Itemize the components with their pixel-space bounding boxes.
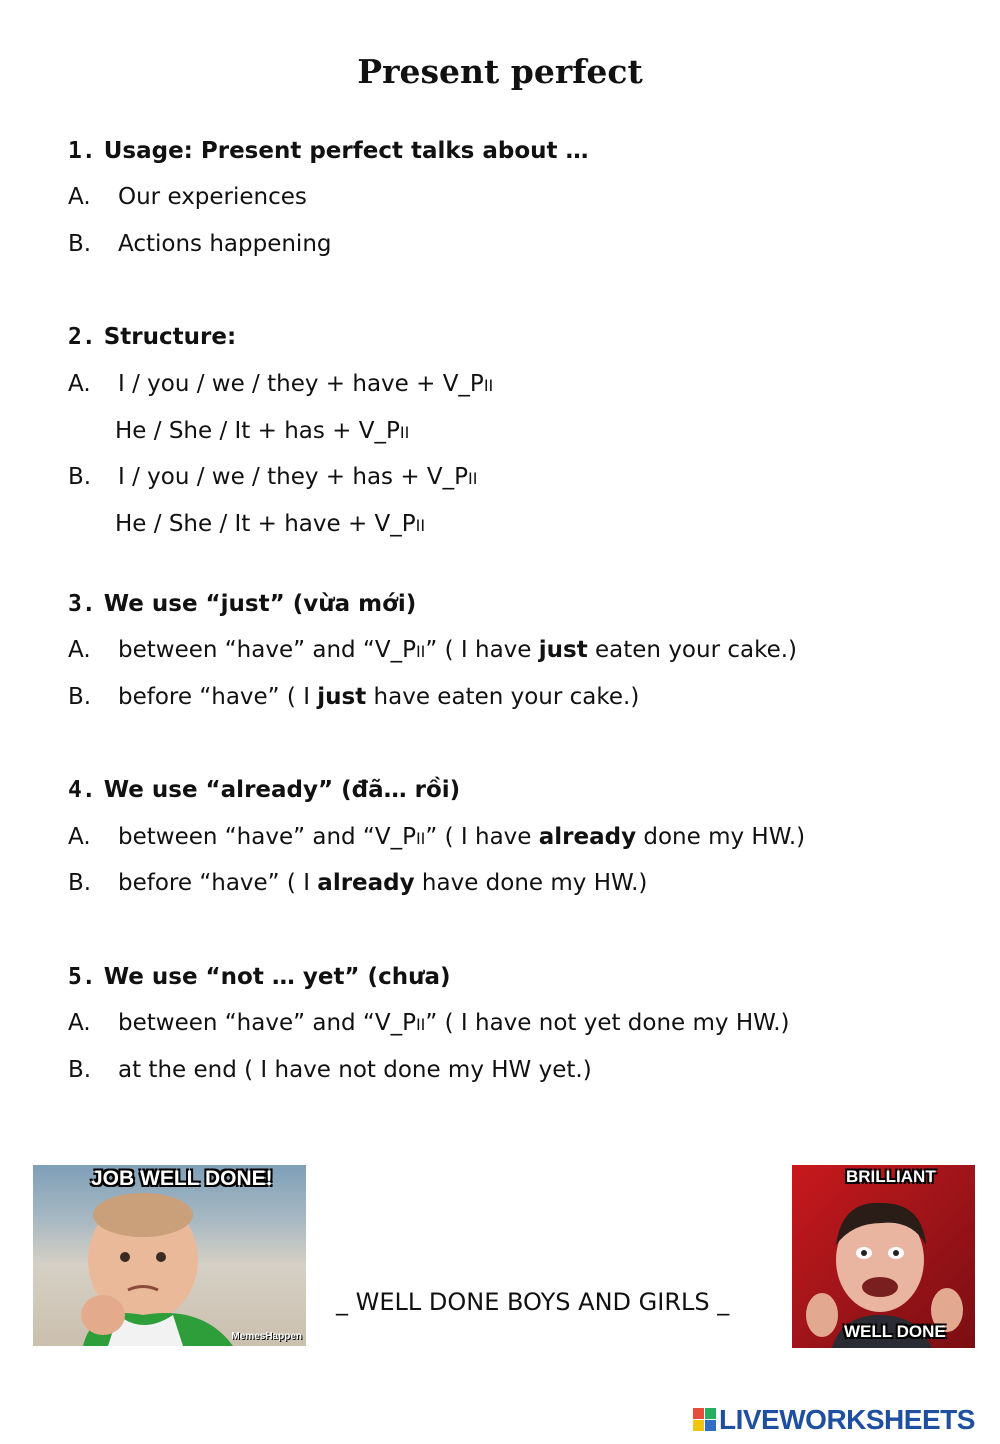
section-2-heading: 2. Structure:: [68, 324, 237, 350]
option-1a: A. Our experiences: [68, 184, 307, 210]
section-heading-text: Usage: Present perfect talks about …: [103, 138, 589, 164]
meme-caption-top: JOB WELL DONE!: [91, 1167, 273, 1190]
option-2a-line2: He / She / It + has + V_PII: [115, 418, 410, 444]
logo-icon: [693, 1408, 717, 1432]
option-5b: B. at the end ( I have not done my HW yet.): [68, 1057, 592, 1083]
section-5-heading: 5. We use “not … yet” (chưa): [68, 964, 451, 990]
option-3a: A. between “have” and “V_PII” ( I have just eaten your cake.): [68, 637, 798, 663]
brilliant-meme-image: [792, 1165, 975, 1348]
option-2b-line2: He / She / It + have + V_PII: [115, 511, 426, 537]
meme-watermark: MemesHappen: [231, 1331, 302, 1342]
liveworksheets-logo: [693, 1404, 975, 1436]
footer-caption: _ WELL DONE BOYS AND GIRLS _: [336, 1288, 730, 1316]
option-1b: B. Actions happening: [68, 231, 332, 257]
logo-text: LIVEWORKSHEETS: [719, 1404, 975, 1435]
page-title: Present perfect: [357, 52, 643, 91]
meme-caption-bottom: WELL DONE: [844, 1322, 946, 1341]
section-4-heading: 4. We use “already” (đã… rồi): [68, 777, 461, 803]
option-4b: B. before “have” ( I already have done my HW.): [68, 870, 648, 896]
option-4a: A. between “have” and “V_PII” ( I have already done my HW.): [68, 824, 806, 850]
option-3b: B. before “have” ( I just have eaten your cake.): [68, 684, 640, 710]
section-3-heading: 3. We use “just” (vừa mới): [68, 591, 417, 617]
option-5a: A. between “have” and “V_PII” ( I have not yet done my HW.): [68, 1010, 790, 1036]
meme-caption-top: BRILLIANT: [846, 1167, 936, 1186]
section-number: 1.: [68, 138, 96, 164]
option-2b-line1: B. I / you / we / they + has + V_PII: [68, 464, 478, 490]
success-kid-image: [33, 1165, 306, 1346]
section-1-heading: [68, 136, 589, 166]
option-2a-line1: A. I / you / we / they + have + V_PII: [68, 371, 494, 397]
